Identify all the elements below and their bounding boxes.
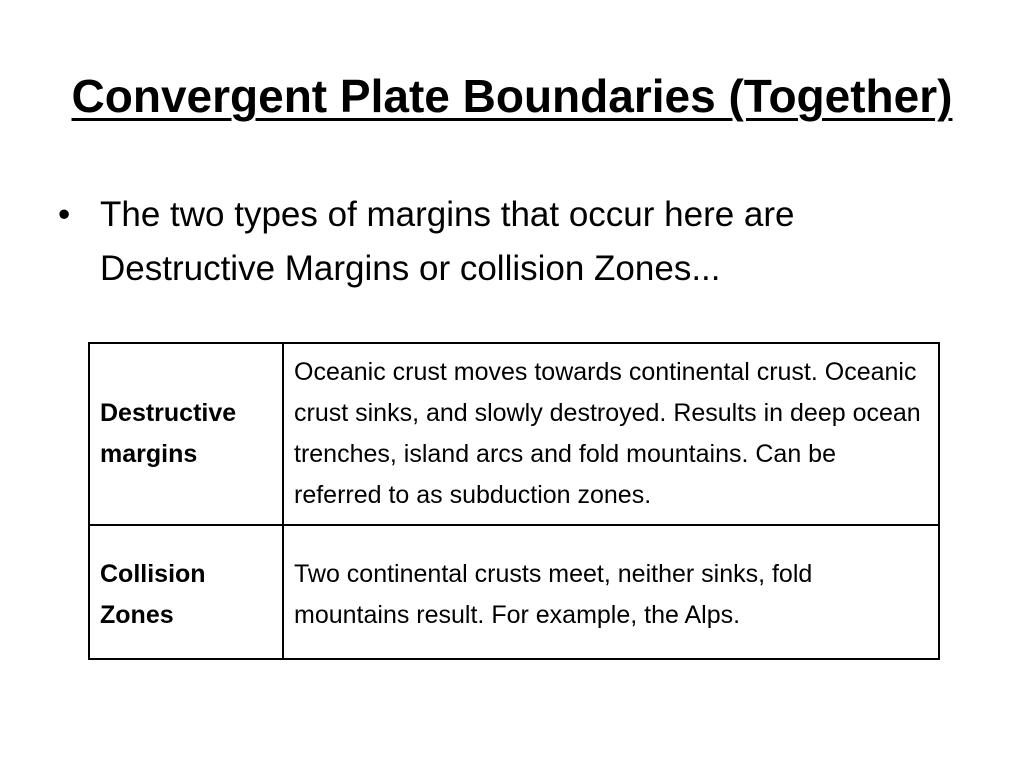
description-cell: Oceanic crust moves towards continental crust. Oceanic crust sinks, and slowly destroyed. Results in deep ocean trenches, island arcs and fold mountains. Can be referred to as subduction zones. <box>283 343 939 525</box>
bullet-list <box>58 188 958 296</box>
margins-table <box>88 342 940 660</box>
term-cell: Collision Zones <box>89 525 283 659</box>
bullet-text: The two types of margins that occur here are Destructive Margins or collision Zones... <box>100 195 795 288</box>
term-cell: Destructive margins <box>89 343 283 525</box>
slide-title: Convergent Plate Boundaries (Together) <box>71 70 953 122</box>
description-cell: Two continental crusts meet, neither sinks, fold mountains result. For example, the Alps. <box>283 525 939 659</box>
bullet-marker: • <box>58 195 71 234</box>
table-row <box>89 525 939 659</box>
table-row <box>89 343 939 525</box>
bullet-item <box>58 188 958 296</box>
